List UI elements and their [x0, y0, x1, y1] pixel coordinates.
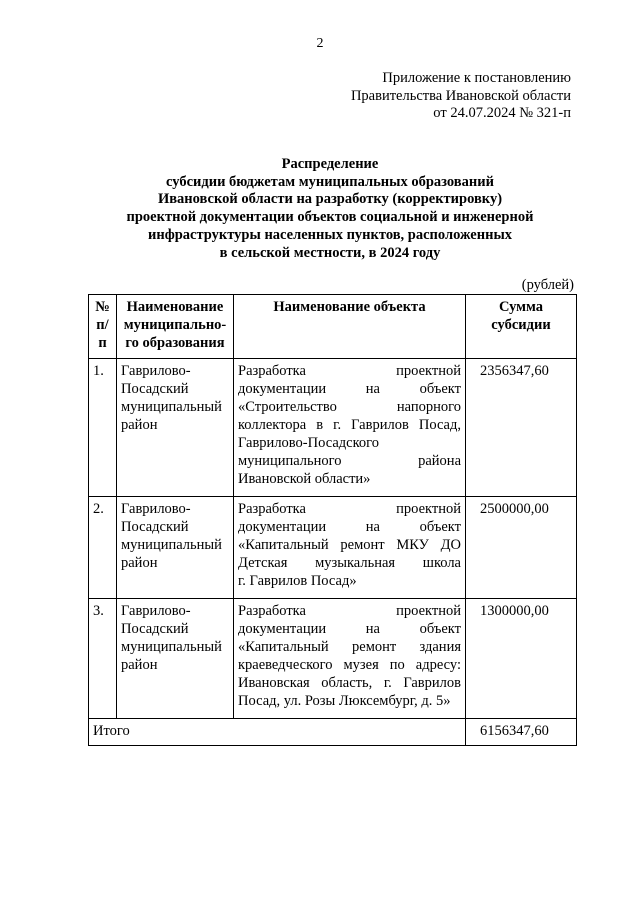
appendix-line: от 24.07.2024 № 321-п — [433, 105, 571, 121]
cell-sum — [466, 359, 577, 497]
header-object — [234, 295, 466, 359]
municipality-text: муниципальный — [121, 399, 222, 415]
object-text: документации на объект — [238, 519, 461, 535]
units-label: (рублей) — [521, 277, 574, 293]
header-text: го образования — [125, 335, 225, 351]
header-municipality — [117, 295, 234, 359]
header-text: Наименование объекта — [273, 299, 426, 315]
cell-object — [234, 497, 466, 599]
object-text: Разработка проектной — [238, 603, 461, 619]
title-line: субсидии бюджетам муниципальных образований — [166, 173, 494, 190]
municipality-text: район — [121, 555, 158, 571]
table-header-row — [89, 295, 577, 359]
object-text: Гаврилово-Посадского — [238, 435, 379, 451]
municipality-text: муниципальный — [121, 639, 222, 655]
cell-municipality — [117, 599, 234, 719]
cell-num — [89, 599, 117, 719]
row-number: 3. — [93, 603, 104, 619]
municipality-text: Посадский — [121, 519, 189, 535]
cell-municipality — [117, 359, 234, 497]
title-line: проектной документации объектов социальной и инженерной — [126, 209, 534, 226]
page-number: 2 — [316, 36, 324, 51]
object-text: «Капитальный ремонт МКУ ДО — [238, 537, 461, 553]
cell-num — [89, 359, 117, 497]
title-line: инфраструктуры населенных пунктов, расположенных — [147, 226, 513, 243]
row-number: 1. — [93, 363, 104, 379]
object-text: «Строительство напорного — [238, 399, 461, 415]
object-text: Разработка проектной — [238, 363, 461, 379]
object-text: Ивановская область, г. Гаврилов — [238, 675, 461, 691]
sum-value: 2356347,60 — [480, 363, 549, 379]
object-text: «Капитальный ремонт здания — [238, 639, 461, 655]
object-text: коллектора в г. Гаврилов Посад, — [238, 417, 461, 433]
object-text: г. Гаврилов Посад» — [238, 573, 357, 589]
cell-total-label — [89, 719, 466, 746]
object-text: Посад, ул. Розы Люксембург, д. 5» — [238, 693, 451, 709]
municipality-text: район — [121, 417, 158, 433]
document-title — [80, 156, 580, 262]
header-sum — [466, 295, 577, 359]
title-line: в сельской местности, в 2024 году — [219, 244, 441, 261]
municipality-text: Гаврилово- — [121, 603, 191, 619]
total-row — [89, 719, 577, 746]
title-line: Ивановской области на разработку (корректировку) — [157, 191, 503, 208]
municipality-text: Гаврилово- — [121, 501, 191, 517]
sum-value: 2500000,00 — [480, 501, 549, 517]
municipality-text: муниципальный — [121, 537, 222, 553]
cell-sum — [466, 599, 577, 719]
appendix-header — [351, 70, 571, 123]
table-row — [89, 497, 577, 599]
header-text: субсидии — [491, 317, 551, 333]
header-text: муниципально- — [123, 317, 227, 333]
object-text: Детская музыкальная школа — [238, 555, 461, 571]
cell-sum — [466, 497, 577, 599]
total-label: Итого — [93, 723, 130, 739]
cell-object — [234, 599, 466, 719]
cell-municipality — [117, 497, 234, 599]
object-text: муниципального района — [238, 453, 461, 469]
header-text: Сумма — [498, 299, 544, 315]
appendix-line: Приложение к постановлению — [382, 70, 571, 86]
header-text: № — [95, 299, 110, 315]
row-number: 2. — [93, 501, 104, 517]
sum-value: 1300000,00 — [480, 603, 549, 619]
object-text: документации на объект — [238, 381, 461, 397]
header-num — [89, 295, 117, 359]
municipality-text: район — [121, 657, 158, 673]
municipality-text: Гаврилово- — [121, 363, 191, 379]
cell-total-sum — [466, 719, 577, 746]
municipality-text: Посадский — [121, 621, 189, 637]
object-text: Разработка проектной — [238, 501, 461, 517]
municipality-text: Посадский — [121, 381, 189, 397]
subsidy-table — [88, 294, 577, 746]
table-row — [89, 359, 577, 497]
title-line: Распределение — [281, 156, 379, 172]
appendix-line: Правительства Ивановской области — [350, 87, 571, 104]
object-text: краеведческого музея по адресу: — [238, 657, 461, 673]
total-sum: 6156347,60 — [480, 723, 549, 739]
header-text: Наименование — [126, 299, 224, 315]
header-text: п/п — [96, 317, 109, 351]
cell-num — [89, 497, 117, 599]
table-row — [89, 599, 577, 719]
cell-object — [234, 359, 466, 497]
object-text: документации на объект — [238, 621, 461, 637]
object-text: Ивановской области» — [238, 471, 371, 487]
